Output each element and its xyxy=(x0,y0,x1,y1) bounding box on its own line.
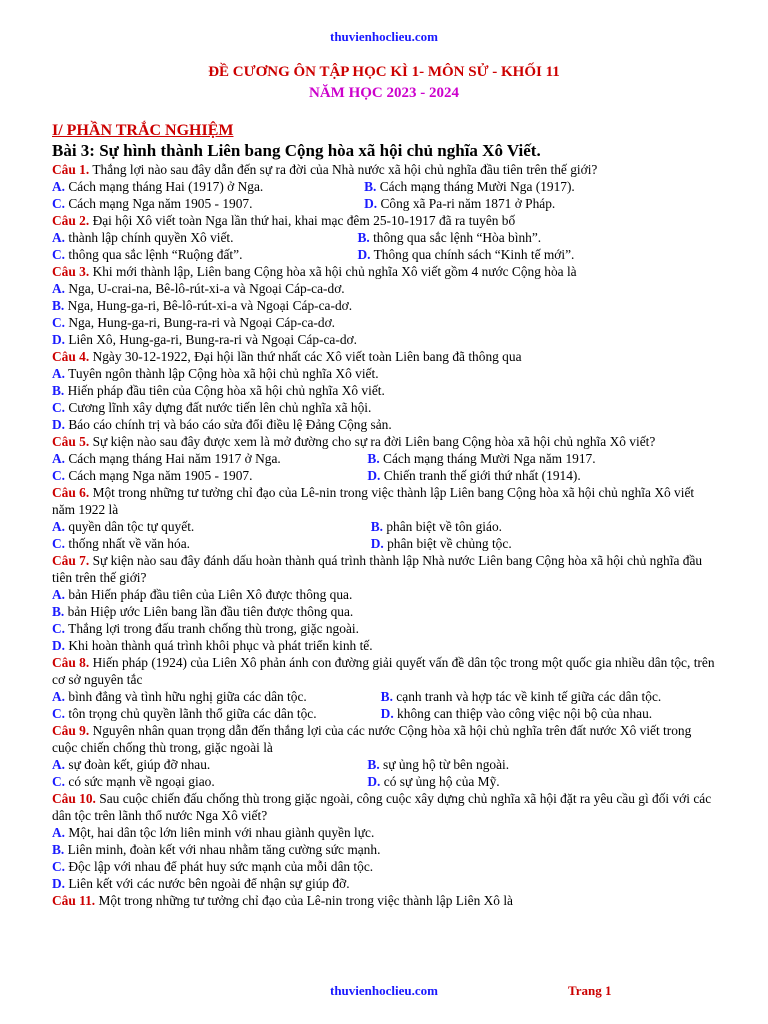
answer-option[interactable] xyxy=(52,280,716,297)
option-text: sự đoàn kết, giúp đỡ nhau. xyxy=(65,757,211,772)
answer-option[interactable] xyxy=(367,756,509,773)
option-letter: D. xyxy=(52,417,66,432)
question-text: Ngày 30-12-1922, Đại hội lần thứ nhất các Xô viết toàn Liên bang đã thông qua xyxy=(89,349,522,364)
answer-option[interactable] xyxy=(367,773,499,790)
option-text: Nga, U-crai-na, Bê-lô-rút-xi-a và Ngoại Cáp-ca-dơ. xyxy=(65,281,345,296)
question xyxy=(52,552,716,654)
answer-option[interactable] xyxy=(52,365,716,382)
answer-option[interactable] xyxy=(52,399,716,416)
site-header[interactable]: thuvienhoclieu.com xyxy=(330,29,438,44)
option-letter: B. xyxy=(370,519,383,534)
option-letter: A. xyxy=(52,366,66,381)
option-text: Công xã Pa-ri năm 1871 ở Pháp. xyxy=(377,196,556,211)
lesson-heading: Bài 3: Sự hình thành Liên bang Cộng hòa xã hội chủ nghĩa Xô Viết. xyxy=(52,141,541,160)
option-text: bình đẳng và tình hữu nghị giữa các dân tộc. xyxy=(65,689,307,704)
answer-option[interactable] xyxy=(52,314,716,331)
question-stem xyxy=(52,790,716,824)
option-text: tôn trọng chủ quyền lãnh thổ giữa các dân tộc. xyxy=(65,706,317,721)
answer-option[interactable] xyxy=(52,416,716,433)
question-stem xyxy=(52,212,716,229)
answer-option[interactable] xyxy=(52,297,716,314)
answer-option[interactable] xyxy=(52,535,371,552)
answer-option[interactable] xyxy=(52,518,371,535)
option-letter: B. xyxy=(357,230,370,245)
option-letter: B. xyxy=(367,451,380,466)
option-text: Liên kết với các nước bên ngoài để nhận sự giúp đỡ. xyxy=(65,876,350,891)
question-stem xyxy=(52,654,716,688)
option-text: có sự ủng hộ của Mỹ. xyxy=(380,774,500,789)
option-text: Độc lập với nhau để phát huy sức mạnh của mỗi dân tộc. xyxy=(65,859,374,874)
option-text: thành lập chính quyền Xô viết. xyxy=(65,230,234,245)
option-letter: C. xyxy=(52,706,66,721)
option-letter: C. xyxy=(52,247,66,262)
option-letter: C. xyxy=(52,621,66,636)
option-text: Cương lĩnh xây dựng đất nước tiến lên chủ nghĩa xã hội. xyxy=(65,400,372,415)
question-label: Câu 4. xyxy=(52,349,90,364)
question-text: Thắng lợi nào sau đây dẫn đến sự ra đời của Nhà nước xã hội chủ nghĩa đầu tiên trên thế giới? xyxy=(89,162,598,177)
option-letter: B. xyxy=(52,604,65,619)
option-row xyxy=(52,756,716,773)
question-text: Một trong những tư tưởng chỉ đạo của Lê-nin trong việc thành lập Liên Xô là xyxy=(95,893,514,908)
option-row xyxy=(52,450,716,467)
option-letter: A. xyxy=(52,825,66,840)
option-text: không can thiệp vào công việc nội bộ của nhau. xyxy=(393,706,653,721)
question-label: Câu 8. xyxy=(52,655,90,670)
answer-option[interactable] xyxy=(52,756,367,773)
option-letter: A. xyxy=(52,587,66,602)
answer-option[interactable] xyxy=(52,824,716,841)
question-text: Hiến pháp (1924) của Liên Xô phản ánh con đường giải quyết vấn đề dân tộc trong một quốc gia nhiều dân tộc, trên cơ sở nguyên tắc xyxy=(52,655,715,687)
question-stem xyxy=(52,161,716,178)
option-text: Chiến tranh thế giới thứ nhất (1914). xyxy=(380,468,581,483)
answer-option[interactable] xyxy=(52,195,364,212)
option-letter: B. xyxy=(364,179,377,194)
option-letter: D. xyxy=(380,706,394,721)
answer-option[interactable] xyxy=(52,603,716,620)
option-text: Nga, Hung-ga-ri, Bê-lô-rút-xi-a và Ngoại Cáp-ca-dơ. xyxy=(64,298,353,313)
answer-option[interactable] xyxy=(364,195,555,212)
answer-option[interactable] xyxy=(52,467,367,484)
option-text: Cách mạng tháng Mười Nga (1917). xyxy=(376,179,575,194)
option-row xyxy=(52,688,716,705)
question-stem xyxy=(52,484,716,518)
question-label: Câu 10. xyxy=(52,791,96,806)
answer-option[interactable] xyxy=(371,518,502,535)
answer-option[interactable] xyxy=(52,858,716,875)
option-row xyxy=(52,467,716,484)
option-text: Thắng lợi trong đấu tranh chống thù trong, giặc ngoài. xyxy=(65,621,359,636)
question-text: Sự kiện nào sau đây đánh dấu hoàn thành quá trình thành lập Nhà nước Liên bang Cộng hòa xã hội chủ nghĩa đầu tiên trên thế giới? xyxy=(52,553,703,585)
question-stem xyxy=(52,552,716,586)
answer-option[interactable] xyxy=(52,586,716,603)
answer-option[interactable] xyxy=(371,535,512,552)
answer-option[interactable] xyxy=(52,331,716,348)
option-letter: D. xyxy=(370,536,384,551)
option-text: Báo cáo chính trị và báo cáo sửa đổi điều lệ Đảng Cộng sản. xyxy=(65,417,392,432)
answer-option[interactable] xyxy=(52,688,381,705)
question xyxy=(52,433,716,484)
option-text: bản Hiến pháp đầu tiên của Liên Xô được thông qua. xyxy=(65,587,353,602)
answer-option[interactable] xyxy=(52,773,367,790)
option-text: sự ủng hộ từ bên ngoài. xyxy=(379,757,510,772)
question xyxy=(52,212,716,263)
answer-option[interactable] xyxy=(357,246,574,263)
option-text: thông qua sắc lệnh “Ruộng đất”. xyxy=(65,247,243,262)
option-text: bản Hiệp ước Liên bang lần đầu tiên được thông qua. xyxy=(64,604,354,619)
option-text: quyền dân tộc tự quyết. xyxy=(65,519,195,534)
question-text: Sau cuộc chiến đấu chống thù trong giặc ngoài, công cuộc xây dựng chủ nghĩa xã hội đặt ra yêu cầu gì đối với các dân tộc trên lãnh thổ nước Nga Xô viết? xyxy=(52,791,712,823)
question xyxy=(52,161,716,212)
site-footer[interactable]: thuvienhoclieu.com xyxy=(330,983,438,998)
option-text: Cách mạng tháng Mười Nga năm 1917. xyxy=(379,451,596,466)
question-label: Câu 2. xyxy=(52,213,90,228)
option-text: cạnh tranh và hợp tác về kinh tế giữa các dân tộc. xyxy=(392,689,662,704)
answer-option[interactable] xyxy=(52,229,357,246)
question xyxy=(52,790,716,892)
question xyxy=(52,263,716,348)
option-row xyxy=(52,705,716,722)
option-letter: D. xyxy=(52,332,66,347)
question-label: Câu 11. xyxy=(52,893,96,908)
option-letter: C. xyxy=(52,536,66,551)
option-letter: A. xyxy=(52,230,66,245)
option-text: Nga, Hung-ga-ri, Bung-ra-ri và Ngoại Cáp-ca-dơ. xyxy=(65,315,335,330)
option-text: Hiến pháp đầu tiên của Cộng hòa xã hội chủ nghĩa Xô viết. xyxy=(64,383,385,398)
option-text: Liên minh, đoàn kết với nhau nhằm tăng cường sức mạnh. xyxy=(64,842,381,857)
answer-option[interactable] xyxy=(52,450,367,467)
answer-option[interactable] xyxy=(357,229,541,246)
question-label: Câu 1. xyxy=(52,162,90,177)
option-letter: D. xyxy=(367,774,381,789)
answer-option[interactable] xyxy=(52,875,716,892)
option-text: phân biệt về chủng tộc. xyxy=(383,536,512,551)
question-stem xyxy=(52,433,716,450)
question xyxy=(52,892,716,909)
question-text: Nguyên nhân quan trọng dẫn đến thắng lợi của các nước Cộng hòa xã hội chủ nghĩa trên đất nước Xô viết trong cuộc chiến chống thù trong, giặc ngoài là xyxy=(52,723,692,755)
option-row xyxy=(52,246,716,263)
option-letter: C. xyxy=(52,859,66,874)
option-text: Liên Xô, Hung-ga-ri, Bung-ra-ri và Ngoại Cáp-ca-dơ. xyxy=(65,332,357,347)
option-letter: B. xyxy=(52,298,65,313)
option-text: Cách mạng Nga năm 1905 - 1907. xyxy=(65,196,253,211)
question-label: Câu 9. xyxy=(52,723,90,738)
answer-option[interactable] xyxy=(52,620,716,637)
question-text: Sự kiện nào sau đây được xem là mở đường cho sự ra đời Liên bang Cộng hòa xã hội chủ nghĩa Xô viết? xyxy=(89,434,656,449)
option-text: Một, hai dân tộc lớn liên minh với nhau giành quyền lực. xyxy=(65,825,375,840)
option-letter: A. xyxy=(52,451,66,466)
option-letter: C. xyxy=(52,315,66,330)
option-letter: C. xyxy=(52,196,66,211)
option-text: Cách mạng tháng Hai năm 1917 ở Nga. xyxy=(65,451,281,466)
option-letter: D. xyxy=(52,876,66,891)
question-label: Câu 3. xyxy=(52,264,90,279)
option-text: phân biệt về tôn giáo. xyxy=(383,519,502,534)
question-text: Đại hội Xô viết toàn Nga lần thứ hai, khai mạc đêm 25-10-1917 đã ra tuyên bố xyxy=(89,213,516,228)
option-letter: B. xyxy=(367,757,380,772)
option-row xyxy=(52,773,716,790)
option-letter: C. xyxy=(52,468,66,483)
answer-option[interactable] xyxy=(52,637,716,654)
option-letter: C. xyxy=(52,400,66,415)
option-text: có sức mạnh về ngoại giao. xyxy=(65,774,215,789)
option-letter: C. xyxy=(52,774,66,789)
option-letter: A. xyxy=(52,281,66,296)
option-letter: D. xyxy=(357,247,371,262)
question xyxy=(52,722,716,790)
section-heading: I/ PHẦN TRẮC NGHIỆM xyxy=(52,122,234,139)
answer-option[interactable] xyxy=(52,382,716,399)
option-letter: D. xyxy=(52,638,66,653)
question-text: Một trong những tư tưởng chỉ đạo của Lê-nin trong việc thành lập Liên bang Cộng hòa xã hội chủ nghĩa Xô viết năm 1922 là xyxy=(52,485,695,517)
option-text: Cách mạng tháng Hai (1917) ở Nga. xyxy=(65,179,264,194)
option-text: Khi hoàn thành quá trình khôi phục và phát triển kinh tế. xyxy=(65,638,373,653)
option-text: Thông qua chính sách “Kinh tế mới”. xyxy=(370,247,575,262)
option-letter: B. xyxy=(52,842,65,857)
question-list xyxy=(52,161,716,909)
document-subtitle: NĂM HỌC 2023 - 2024 xyxy=(309,85,459,101)
answer-option[interactable] xyxy=(367,450,595,467)
question xyxy=(52,348,716,433)
question xyxy=(52,484,716,552)
option-row xyxy=(52,178,716,195)
answer-option[interactable] xyxy=(52,246,357,263)
question-stem xyxy=(52,348,716,365)
answer-option[interactable] xyxy=(52,841,716,858)
answer-option[interactable] xyxy=(52,705,381,722)
document-title: ĐỀ CƯƠNG ÔN TẬP HỌC KÌ 1- MÔN SỬ - KHỐI 11 xyxy=(208,64,560,80)
option-letter: A. xyxy=(52,179,66,194)
option-text: thống nhất về văn hóa. xyxy=(65,536,190,551)
page-number: Trang 1 xyxy=(568,983,612,998)
question-label: Câu 7. xyxy=(52,553,90,568)
question-label: Câu 6. xyxy=(52,485,90,500)
option-row xyxy=(52,195,716,212)
option-text: Tuyên ngôn thành lập Cộng hòa xã hội chủ nghĩa Xô viết. xyxy=(65,366,379,381)
option-text: thông qua sắc lệnh “Hòa bình”. xyxy=(369,230,542,245)
answer-option[interactable] xyxy=(52,178,364,195)
question-stem xyxy=(52,892,716,909)
question-stem xyxy=(52,263,716,280)
option-row xyxy=(52,535,716,552)
option-letter: D. xyxy=(364,196,378,211)
option-row xyxy=(52,229,716,246)
question-stem xyxy=(52,722,716,756)
question xyxy=(52,654,716,722)
option-letter: A. xyxy=(52,519,66,534)
option-letter: B. xyxy=(380,689,393,704)
answer-option[interactable] xyxy=(381,705,652,722)
option-row xyxy=(52,518,716,535)
option-letter: B. xyxy=(52,383,65,398)
answer-option[interactable] xyxy=(381,688,662,705)
option-letter: D. xyxy=(367,468,381,483)
answer-option[interactable] xyxy=(367,467,580,484)
answer-option[interactable] xyxy=(364,178,575,195)
option-letter: A. xyxy=(52,757,66,772)
option-letter: A. xyxy=(52,689,66,704)
question-label: Câu 5. xyxy=(52,434,90,449)
question-text: Khi mới thành lập, Liên bang Cộng hòa xã hội chủ nghĩa Xô viết gồm 4 nước Cộng hòa là xyxy=(89,264,577,279)
option-text: Cách mạng Nga năm 1905 - 1907. xyxy=(65,468,253,483)
